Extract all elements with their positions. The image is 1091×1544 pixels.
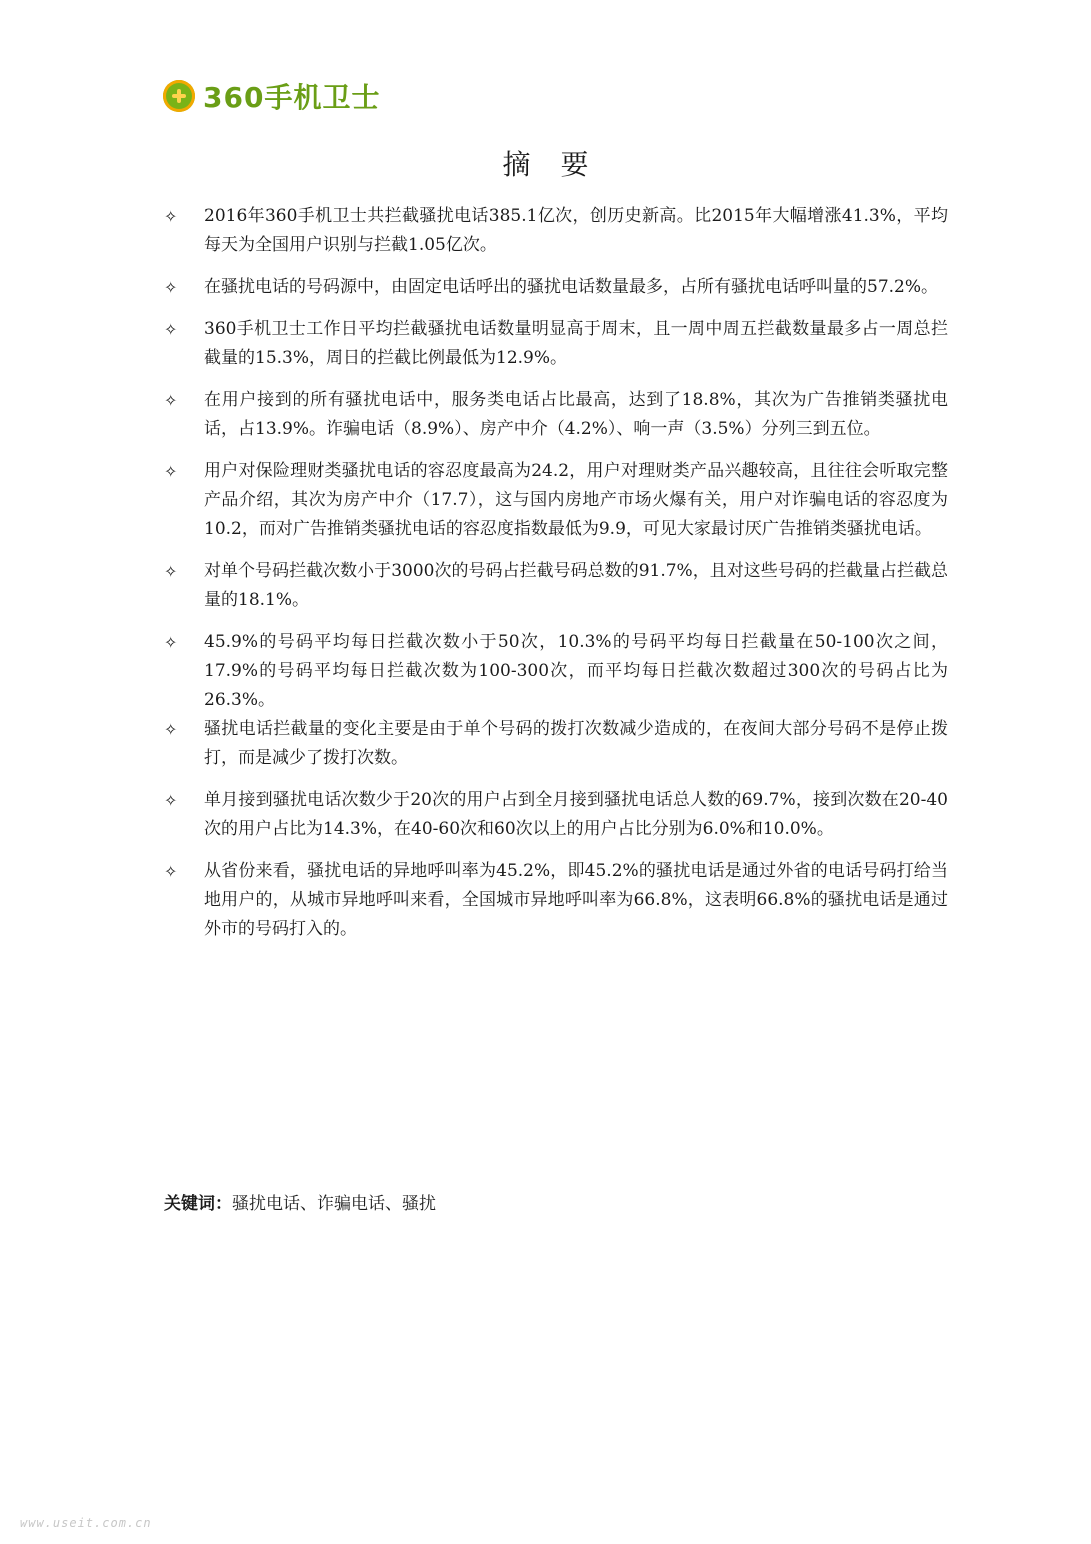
diamond-bullet-icon: ✧ — [164, 391, 178, 410]
summary-text: 在用户接到的所有骚扰电话中，服务类电话占比最高，达到了18.8%，其次为广告推销类骚扰电话，占13.9%。诈骗电话（8.9%）、房产中介（4.2%）、响一声（3.5%）分列三到五位。 — [204, 390, 948, 439]
diamond-bullet-icon: ✧ — [164, 207, 178, 226]
summary-text: 对单个号码拦截次数小于3000次的号码占拦截号码总数的91.7%，且对这些号码的拦截量占拦截总量的18.1%。 — [204, 561, 948, 610]
summary-text: 360手机卫士工作日平均拦截骚扰电话数量明显高于周末，且一周中周五拦截数量最多占一周总拦截量的15.3%，周日的拦截比例最低为12.9%。 — [204, 319, 948, 368]
summary-list — [164, 202, 948, 944]
summary-text: 骚扰电话拦截量的变化主要是由于单个号码的拨打次数减少造成的，在夜间大部分号码不是停止拨打，而是减少了拨打次数。 — [204, 719, 948, 768]
page-title: 摘要 — [502, 148, 619, 181]
diamond-bullet-icon: ✧ — [164, 633, 178, 652]
summary-item — [164, 857, 948, 944]
summary-text: 用户对保险理财类骚扰电话的容忍度最高为24.2，用户对理财类产品兴趣较高，且往往会听取完整产品介绍，其次为房产中介（17.7），这与国内房地产市场火爆有关，用户对诈骗电话的容忍度为10.2，而对广告推销类骚扰电话的容忍度指数最低为9.9，可见大家最讨厌广告推销类骚扰电话。 — [204, 461, 948, 539]
summary-item — [164, 786, 948, 844]
summary-item — [164, 315, 948, 373]
summary-text: 单月接到骚扰电话次数少于20次的用户占到全月接到骚扰电话总人数的69.7%，接到次数在20-40次的用户占比为14.3%，在40-60次和60次以上的用户占比分别为6.0%和10.0%。 — [204, 790, 948, 839]
diamond-bullet-icon: ✧ — [164, 462, 178, 481]
keywords-label: 关键词： — [164, 1194, 232, 1214]
summary-item — [164, 628, 948, 715]
diamond-bullet-icon: ✧ — [164, 862, 178, 881]
summary-item — [164, 557, 948, 615]
diamond-bullet-icon: ✧ — [164, 278, 178, 297]
summary-text: 从省份来看，骚扰电话的异地呼叫率为45.2%，即45.2%的骚扰电话是通过外省的电话号码打给当地用户的，从城市异地呼叫来看，全国城市异地呼叫率为66.8%，这表明66.8%的骚扰电话是通过外市的号码打入的。 — [204, 861, 948, 939]
keywords-value: 骚扰电话、诈骗电话、骚扰 — [232, 1194, 436, 1214]
diamond-bullet-icon: ✧ — [164, 720, 178, 739]
summary-item — [164, 273, 948, 302]
summary-item — [164, 715, 948, 773]
summary-text: 在骚扰电话的号码源中，由固定电话呼出的骚扰电话数量最多，占所有骚扰电话呼叫量的57.2%。 — [204, 277, 939, 297]
summary-item — [164, 202, 948, 260]
summary-text: 2016年360手机卫士共拦截骚扰电话385.1亿次，创历史新高。比2015年大幅增涨41.3%，平均每天为全国用户识别与拦截1.05亿次。 — [204, 206, 948, 255]
summary-item — [164, 386, 948, 444]
plus-logo-icon — [163, 80, 195, 112]
keywords-line — [164, 1190, 436, 1219]
summary-item — [164, 457, 948, 544]
brand-logo — [163, 78, 380, 114]
summary-text: 45.9%的号码平均每日拦截次数小于50次，10.3%的号码平均每日拦截量在50-100次之间，17.9%的号码平均每日拦截次数为100-300次，而平均每日拦截次数超过300次的号码占比为26.3%。 — [204, 632, 948, 710]
logo-text: 360手机卫士 — [203, 81, 381, 114]
diamond-bullet-icon: ✧ — [164, 791, 178, 810]
diamond-bullet-icon: ✧ — [164, 562, 178, 581]
watermark: www.useit.com.cn — [20, 1516, 152, 1530]
diamond-bullet-icon: ✧ — [164, 320, 178, 339]
